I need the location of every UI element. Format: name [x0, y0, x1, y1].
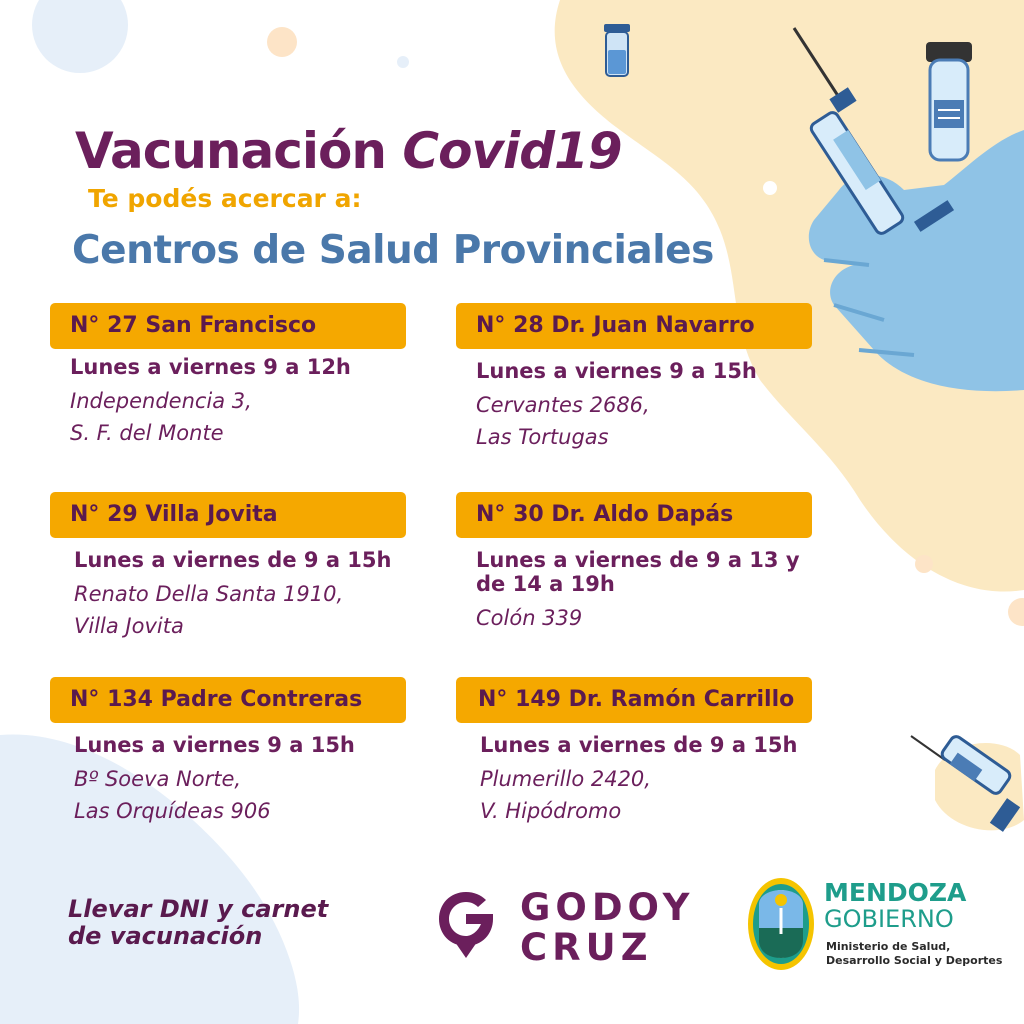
godoy-cruz-wordmark: GODOY CRUZ [520, 886, 695, 969]
footer-note: Llevar DNI y carnet de vacunación [68, 895, 329, 950]
center-address: Independencia 3, S. F. del Monte [70, 389, 252, 445]
center-name: N° 134 Padre Contreras [50, 677, 406, 723]
center-address: Bº Soeva Norte, Las Orquídeas 906 [74, 767, 271, 823]
center-card-29 [50, 492, 406, 642]
syringe-icon [905, 730, 1024, 840]
center-hours: Lunes a viernes 9 a 15h [74, 733, 355, 757]
center-address: Renato Della Santa 1910, Villa Jovita [74, 582, 344, 638]
center-address: Plumerillo 2420, V. Hipódromo [480, 767, 651, 823]
ministry-name: Ministerio de Salud, Desarrollo Social y Deportes [826, 940, 1003, 967]
center-card-27 [50, 303, 406, 449]
center-name: N° 28 Dr. Juan Navarro [456, 303, 812, 349]
page-title [75, 122, 622, 180]
center-name: N° 30 Dr. Aldo Dapás [456, 492, 812, 538]
center-card-134 [50, 677, 406, 827]
centers-heading: Centros de Salud Provinciales [72, 228, 714, 273]
center-hours: Lunes a viernes de 9 a 13 y de 14 a 19h [476, 548, 800, 596]
center-name: N° 29 Villa Jovita [50, 492, 406, 538]
center-name: N° 27 San Francisco [50, 303, 406, 349]
title-covid: Covid19 [402, 122, 622, 180]
mendoza-seal-icon [745, 874, 817, 974]
center-address: Cervantes 2686, Las Tortugas [476, 393, 650, 449]
center-hours: Lunes a viernes de 9 a 15h [74, 548, 392, 572]
page-subtitle: Te podés acercar a: [88, 184, 362, 213]
center-hours: Lunes a viernes 9 a 15h [476, 359, 757, 383]
godoy-cruz-logo-icon [435, 888, 497, 964]
center-hours: Lunes a viernes 9 a 12h [70, 355, 351, 379]
mendoza-gobierno: GOBIERNO [824, 905, 954, 933]
center-card-149 [456, 677, 812, 827]
center-name: N° 149 Dr. Ramón Carrillo [456, 677, 812, 723]
center-card-30 [456, 492, 812, 634]
center-hours: Lunes a viernes de 9 a 15h [480, 733, 798, 757]
center-address: Colón 339 [476, 606, 583, 630]
vaccine-vial-icon [598, 20, 658, 90]
mendoza-name: MENDOZA [824, 878, 967, 907]
title-main: Vacunación [75, 122, 386, 180]
center-card-28 [456, 303, 812, 453]
vaccine-vial-icon [926, 42, 972, 160]
